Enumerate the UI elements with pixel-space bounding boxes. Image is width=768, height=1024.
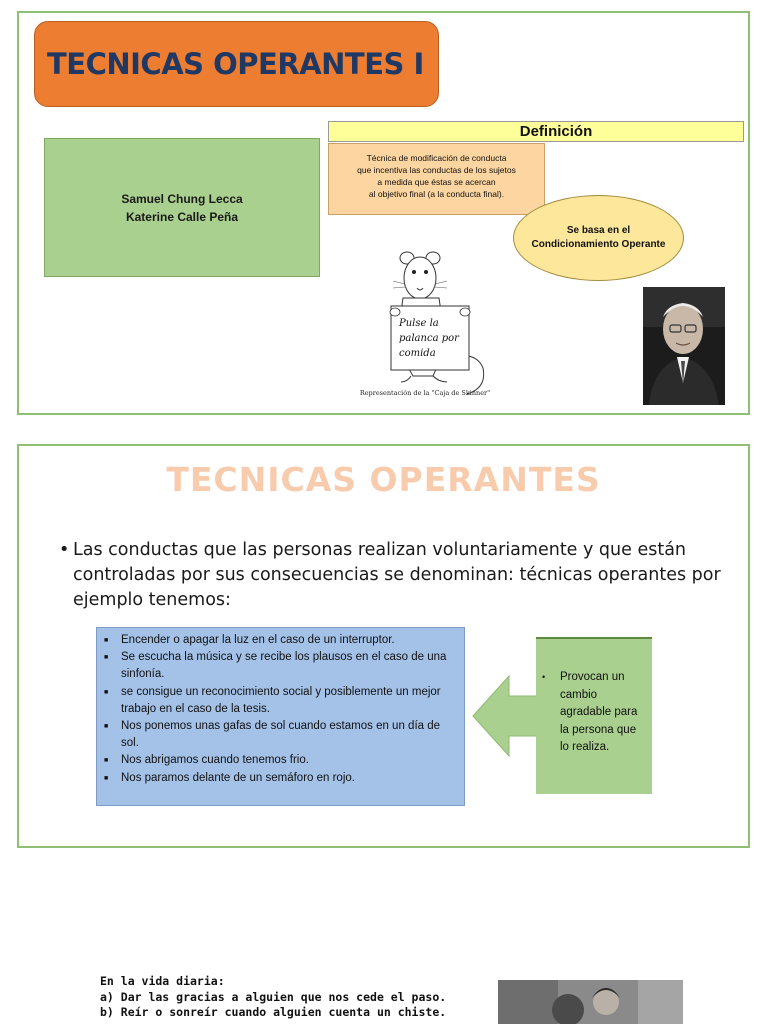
daily-item: b) Reír o sonreír cuando alguien cuenta un chiste. xyxy=(100,1005,447,1019)
operant-conditioning-oval xyxy=(513,195,684,281)
list-item: ■ Nos abrigamos cuando tenemos frio. xyxy=(101,752,458,769)
consequence-box xyxy=(536,637,652,794)
list-item-text: Encender o apagar la luz en el caso de un interruptor. xyxy=(121,634,395,646)
left-arrow-icon xyxy=(471,674,539,758)
list-item: ■ se consigue un reconocimiento social y posiblemente un mejor trabajo en el caso de la tesis. xyxy=(101,684,458,718)
definition-line: que incentiva las conductas de los sujetos xyxy=(357,165,516,175)
slide-1-title-box xyxy=(34,21,439,107)
list-item: ■ Encender o apagar la luz en el caso de un interruptor. xyxy=(101,632,458,649)
definition-line: Técnica de modificación de conducta xyxy=(366,153,507,163)
people-photo xyxy=(498,980,683,1024)
list-item: ■ Se escucha la música y se recibe los plausos en el caso de una sinfonía. xyxy=(101,649,458,683)
slide-1 xyxy=(17,11,750,415)
oval-line: Se basa en el xyxy=(566,225,631,236)
list-item-text: Se escucha la música y se recibe los plausos en el caso de una sinfonía. xyxy=(121,651,447,681)
rat-sign-line: Pulse la xyxy=(399,318,439,329)
definition-header: Definición xyxy=(328,121,744,142)
slide-2 xyxy=(17,444,750,848)
author-name: Katerine Calle Peña xyxy=(125,209,239,224)
list-item: ■ Nos ponemos unas gafas de sol cuando estamos en un día de sol. xyxy=(101,718,458,752)
slide-2-bullet xyxy=(59,538,729,613)
slide-2-title: TECNICAS OPERANTES xyxy=(166,460,601,499)
definition-line: al objetivo final (a la conducta final). xyxy=(368,189,505,199)
list-item-text: se consigue un reconocimiento social y posiblemente un mejor trabajo en el caso de la tesis. xyxy=(121,685,441,715)
consequence-text: Provocan un cambio agradable para la persona que lo realiza. xyxy=(560,671,638,753)
definition-line: a medida que éstas se acercan xyxy=(377,177,496,187)
list-item-text: Nos paramos delante de un semáforo en rojo. xyxy=(121,771,355,784)
definition-box xyxy=(328,143,545,215)
slide-1-title: TECNICAS OPERANTES I xyxy=(47,47,424,81)
authors-box xyxy=(44,138,320,277)
oval-line: Condicionamiento Operante xyxy=(531,239,666,250)
slide-2-bullet-text: Las conductas que las personas realizan voluntariamente y que están controladas por sus consecuencias se denominan: técnicas operantes por ejemplo tenemos: xyxy=(73,540,721,610)
daily-item: a) Dar las gracias a alguien que nos cede el paso. xyxy=(100,989,447,1004)
rat-sign-line: palanca por xyxy=(399,333,459,344)
list-item-text: Nos ponemos unas gafas de sol cuando estamos en un día de sol. xyxy=(121,720,441,750)
portrait-photo xyxy=(643,287,725,405)
rat-sign-line: comida xyxy=(399,348,436,359)
rat-sign-illustration xyxy=(355,248,495,398)
bullet-dot: • xyxy=(59,540,70,560)
author-name: Samuel Chung Lecca xyxy=(121,191,243,206)
bullet-dot: • xyxy=(542,672,546,682)
list-item-text: Nos abrigamos cuando tenemos frio. xyxy=(121,754,309,767)
list-item: ■ Nos paramos delante de un semáforo en rojo. xyxy=(101,770,458,787)
daily-heading: En la vida diaria: xyxy=(100,974,225,988)
skinner-box-caption: Representación de la "Caja de Skinner" xyxy=(359,389,491,397)
examples-list xyxy=(96,627,465,806)
daily-life-text xyxy=(100,974,446,1021)
